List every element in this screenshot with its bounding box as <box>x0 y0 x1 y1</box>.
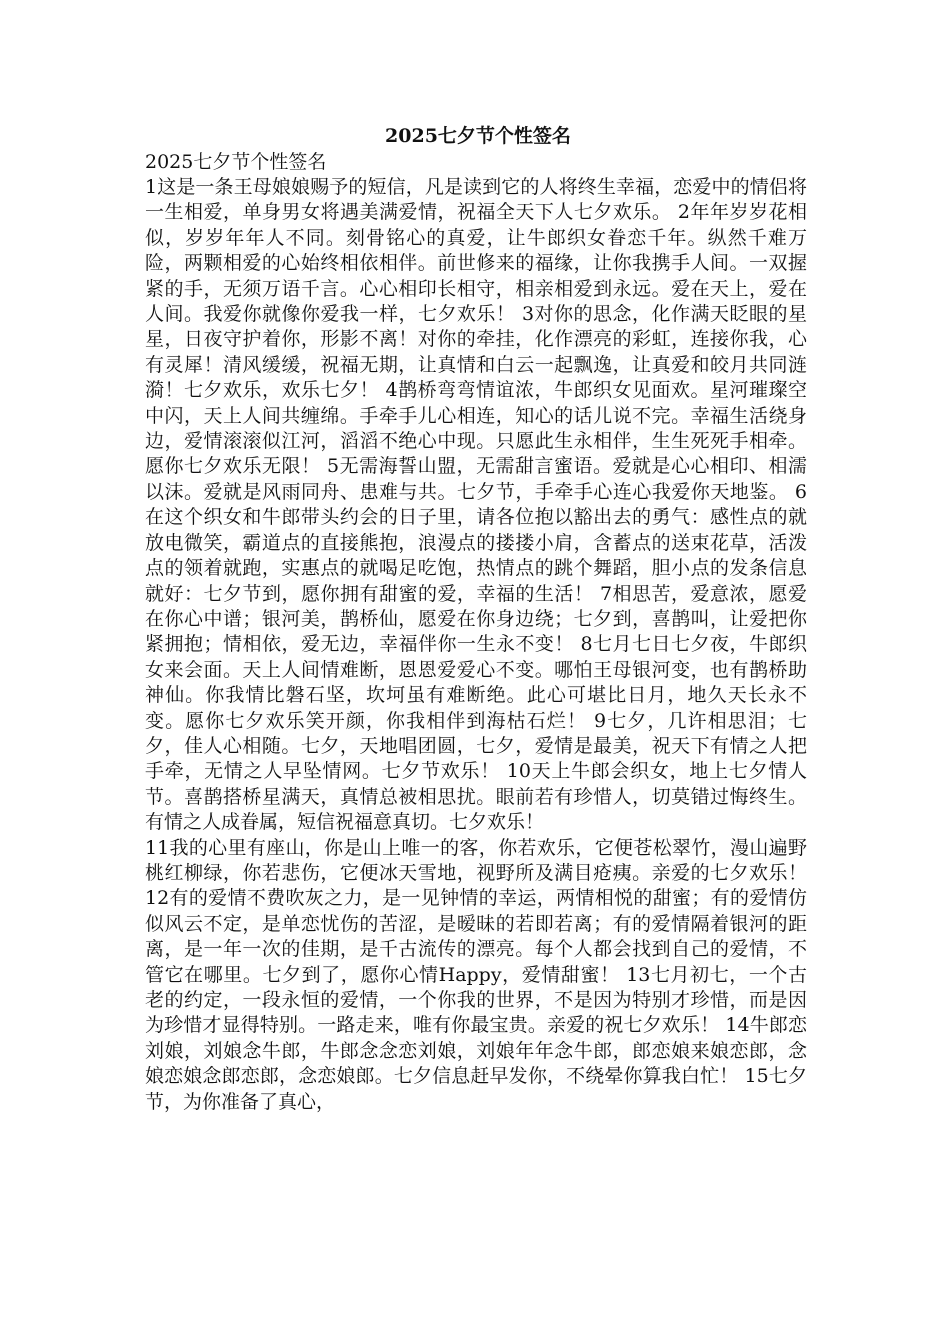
body-paragraph-1: 1这是一条王母娘娘赐予的短信，凡是读到它的人将终生幸福，恋爱中的情侣将一生相爱，单身男女将遇美满爱情，祝福全天下人七夕欢乐。 2年年岁岁花相似，岁岁年年人不同。刻骨铭心的真爱，让牛郎织女眷恋千年。纵然千难万险，两颗相爱的心始终相依相伴。前世修来的福缘，让你我携手人间。一双握紧的手，无须万语千言。心心相印长相守，相亲相爱到永远。爱在天上，爱在人间。我爱你就像你爱我一样，七夕欢乐！ 3对你的思念，化作满天眨眼的星星，日夜守护着你，形影不离！对你的牵挂，化作漂亮的彩虹，连接你我，心有灵犀！清风缓缓，祝福无期，让真情和白云一起飘逸，让真爱和皎月共同涟漪！七夕欢乐，欢乐七夕！ 4鹊桥弯弯情谊浓，牛郎织女见面欢。星河璀璨空中闪，天上人间共缠绵。手牵手儿心相连，知心的话儿说不完。幸福生活绕身边，爱情滚滚似江河，滔滔不绝心中现。只愿此生永相伴，生生死死手相牵。愿你七夕欢乐无限！ 5无需海誓山盟，无需甜言蜜语。爱就是心心相印、相濡以沫。爱就是风雨同舟、患难与共。七夕节，手牵手心连心我爱你天地鉴。 6在这个织女和牛郎带头约会的日子里，请各位抱以豁出去的勇气：感性点的就放电微笑，霸道点的直接熊抱，浪漫点的搂搂小肩，含蓄点的送束花草，活泼点的领着就跑，实惠点的就喝足吃饱，热情点的跳个舞蹈，胆小点的发条信息就好：七夕节到，愿你拥有甜蜜的爱，幸福的生活！ 7相思苦，爱意浓，愿爱在你心中谱；银河美，鹊桥仙，愿爱在你身边绕；七夕到，喜鹊叫，让爱把你紧拥抱；情相依，爱无边，幸福伴你一生永不变！ 8七月七日七夕夜，牛郎织女来会面。天上人间情难断，恩恩爱爱心不变。哪怕王母银河变，也有鹊桥助神仙。你我情比磐石坚，坎坷虽有难断绝。此心可堪比日月，地久天长永不变。愿你七夕欢乐笑开颜，你我相伴到海枯石烂！ 9七夕，几许相思泪；七夕，佳人心相随。七夕，天地唱团圆，七夕，爱情是最美，祝天下有情之人把手牵，无情之人早坠情网。七夕节欢乐！ 10天上牛郎会织女，地上七夕情人节。喜鹊搭桥星满天，真情总被相思扰。眼前若有珍惜人，切莫错过悔终生。有情之人成眷属，短信祝福意真切。七夕欢乐！ <box>145 176 807 834</box>
document-page <box>145 122 807 1115</box>
document-subtitle: 2025七夕节个性签名 <box>145 151 327 173</box>
body-paragraph-2: 11我的心里有座山，你是山上唯一的客，你若欢乐，它便苍松翠竹，漫山遍野桃红柳绿，你若悲伤，它便冰天雪地，视野所及满目疮痍。亲爱的七夕欢乐！ 12有的爱情不费吹灰之力，是一见钟情的幸运，两情相悦的甜蜜；有的爱情仿似风云不定，是单恋忧伤的苦涩，是暧昧的若即若离；有的爱情隔着银河的距离，是一年一次的佳期，是千古流传的漂亮。每个人都会找到自己的爱情，不管它在哪里。七夕到了，愿你心情Happy，爱情甜蜜！ 13七月初七，一个古老的约定，一段永恒的爱情，一个你我的世界，不是因为特别才珍惜，而是因为珍惜才显得特别。一路走来，唯有你最宝贵。亲爱的祝七夕欢乐！ 14牛郎恋刘娘，刘娘念牛郎，牛郎念念恋刘娘，刘娘年年念牛郎，郎恋娘来娘恋郎，念娘恋娘念郎恋郎，念恋娘郎。七夕信息赶早发你，不绕晕你算我白忙！ 15七夕节，为你准备了真心， <box>145 836 807 1113</box>
document-title: 2025七夕节个性签名 <box>385 125 571 147</box>
